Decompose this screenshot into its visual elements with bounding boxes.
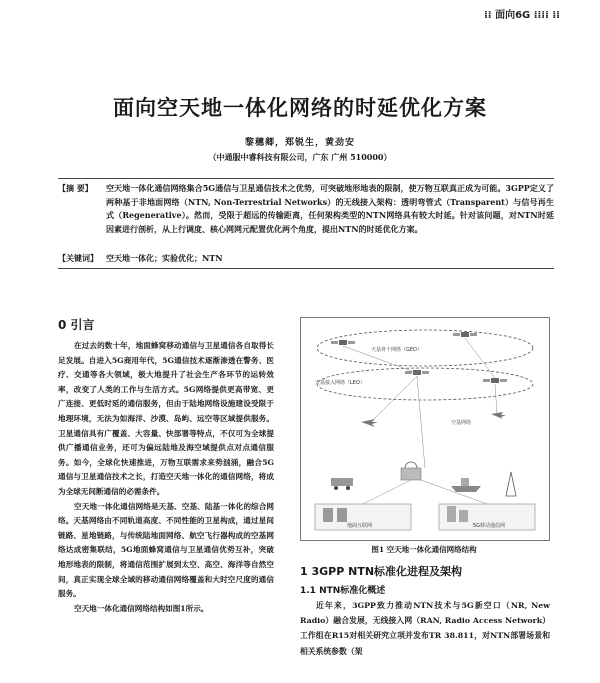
intro-paragraph-3: 空天地一体化通信网络结构如图1所示。 (74, 603, 209, 613)
section-1-heading: 1 3GPP NTN标准化进程及架构 (300, 565, 463, 578)
section-1-paragraph-1: 近年来，3GPP致力推动NTN技术与5G新空口（NR, New Radio）融合发展，无线接入网（RAN, Radio Access Network）工作组在R15对相关研究立项并发布TR 38.811，对NTN部署场景和相关系统参数（架 (300, 601, 550, 656)
intro-paragraph-2: 空天地一体化通信网络是天基、空基、陆基一体化的综合网络。天基网络由不同轨道高度、不同性能的卫星构成，通过星间链路、星地链路，与传统陆地面网络、航空飞行器构成的空基网络达成密集联结，5G地面蜂窝通信与卫星通信优势互补，突破地形地表的限制，将通信范围扩展到太空、高空、海洋等自然空间，真正实现全球全域的移动通信网络覆盖和大时空尺度的通信服务。 (58, 501, 274, 599)
section-0-heading: 0 引言 (58, 318, 95, 332)
network-diagram (301, 318, 549, 540)
paper-authors: 黎穗卿，郑锐生，黄劲安 (244, 138, 355, 148)
ground-link (421, 480, 487, 504)
inter-satellite-link (465, 338, 495, 378)
section-header-tag: ⁞⁞ 面向6G ⁞⁞⁞⁞ ⁞⁞ (483, 10, 560, 21)
5g-network-label: 5G移动通信网 (473, 523, 506, 529)
leo-orbit-label: 天基接入网络（LEO） (315, 380, 365, 386)
geo-orbit (317, 330, 533, 366)
keywords-label: 【关键词】 (58, 254, 98, 263)
right-column (300, 563, 550, 659)
air-network-label: 空基网络 (451, 420, 472, 426)
abstract-block (58, 182, 554, 236)
paper-title: 面向空天地一体化网络的时延优化方案 (113, 96, 487, 120)
space-air-link (495, 384, 497, 414)
keywords-block (58, 252, 554, 266)
left-column (58, 316, 274, 616)
base-station-tower-icon (506, 472, 516, 496)
space-ground-link (417, 376, 425, 468)
space-air-link (371, 376, 417, 422)
paper-affiliation: （中通服中睿科技有限公司，广东 广州 510000） (208, 152, 392, 162)
intro-paragraph-1: 在过去的数十年，地面蜂窝移动通信与卫星通信各自取得长足发展。自进入5G商用年代，5G通信技术逐渐渗透在警务、医疗、交通等各大领域，极大地提升了社会生产各环节的运转效率，改变了人类的工作与生活方式。5G网络提供更高带宽、更广连接、更低时延的通信服务，但由于陆地网络设施建设受限于地理环境，无法为如海洋、沙漠、岛屿、远空等区域提供服务。卫星通信具有广覆盖、大容量、快部署等特点，不仅可为全球提供广播通信业务，还可为偏远陆地及海空域提供点对点通信服务。如今，全球化快速推进，万物互联需求来势汹涌，融合5G通信与卫星通信技术之长，打造空天地一体化的通信网络，将成为全球无间断通信的必需条件。 (58, 341, 274, 496)
aircraft-icon (361, 419, 378, 427)
geo-satellite-icon (331, 340, 355, 345)
network-structure-figure (300, 317, 550, 541)
abstract-bottom-rule (58, 268, 554, 269)
abstract-label: 【摘 要】 (58, 184, 93, 193)
aircraft-icon (491, 412, 506, 419)
ship-icon (451, 478, 481, 492)
abstract-text: 空天地一体化通信网络集合5G通信与卫星通信技术之优势，可突破地形地表的限制，使万物互联真正成为可能。3GPP定义了两种基于非地面网络（NTN, Non-Terrestrial Networks）的无线接入架构：透明弯管式（Transparent）与信号再生式（Regenerative）。然而，受限于超远的传输距离，任何架构类型的NTN网络具有较大时延。针对该问题，对NTN时延因素进行剖析，从上行调度、核心网网元配置优化两个角度，提出NTN的时延优化方案。 (106, 183, 554, 234)
abstract-top-rule (58, 178, 554, 179)
geo-orbit-label: 天基骨干网络（GEO） (371, 347, 422, 353)
leo-satellite-icon (483, 378, 507, 383)
ground-link (363, 480, 411, 504)
vehicle-icon (331, 478, 353, 490)
ground-internet-label: 地面互联网 (347, 523, 373, 529)
keywords-text: 空天地一体化；实验优化；NTN (106, 253, 223, 263)
leo-satellite-icon (405, 370, 429, 375)
figure-caption: 图1 空天地一体化通信网络结构 (371, 545, 477, 554)
geo-satellite-icon (453, 332, 477, 337)
section-1-1-heading: 1.1 NTN标准化概述 (300, 586, 386, 596)
ground-station-icon (401, 462, 421, 480)
